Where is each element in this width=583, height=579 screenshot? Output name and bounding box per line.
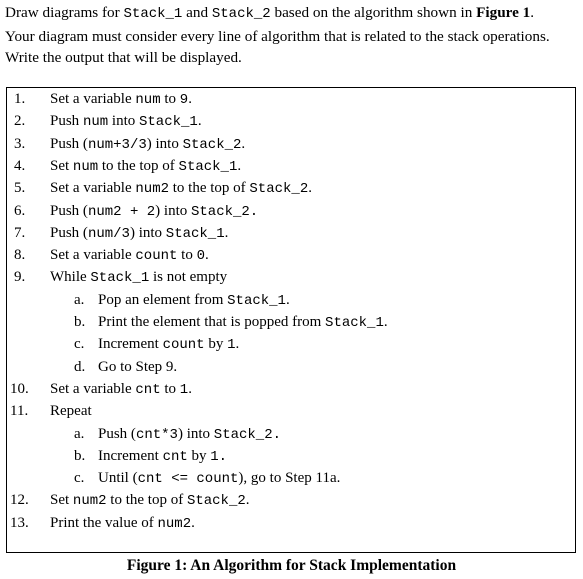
code-token: cnt*3 xyxy=(135,426,178,443)
instructions xyxy=(5,2,579,69)
step-number: b. xyxy=(74,447,86,464)
code-token: num2 xyxy=(135,181,169,198)
code-token: Stack_2 xyxy=(186,493,246,510)
step-text-part: ) into xyxy=(177,425,214,442)
step-text-part: Go to Step 9. xyxy=(98,358,178,375)
code-token: Stack_1 xyxy=(178,158,238,175)
step-text-part: Set a variable xyxy=(50,91,136,107)
step-text-part: Push ( xyxy=(50,135,88,152)
step-text xyxy=(50,401,92,421)
step-number: 13. xyxy=(10,514,29,531)
step-text xyxy=(98,446,227,467)
code-token: num2 + 2 xyxy=(87,203,156,220)
step-text-part: to the top of xyxy=(106,492,187,509)
step-number: 1. xyxy=(14,91,26,107)
step-text-part: by xyxy=(187,447,211,464)
code-token: Stack_2 xyxy=(249,181,309,198)
step-text xyxy=(98,424,281,445)
step-text-part: Set xyxy=(50,492,73,509)
step-text-part: ) into xyxy=(155,202,191,219)
code-token: 1. xyxy=(210,448,228,465)
step-text-part: . xyxy=(191,514,195,531)
step-number: a. xyxy=(74,425,85,442)
code-token: cnt xyxy=(135,381,161,398)
step-text xyxy=(50,111,202,132)
step-text-part: . xyxy=(204,247,209,264)
step-text-part: While xyxy=(50,269,91,286)
step-text-part: to the top of xyxy=(98,157,179,174)
code-token: Stack_1 xyxy=(325,315,384,331)
code-token: Stack_2. xyxy=(213,426,282,443)
step-text-part: Repeat xyxy=(50,403,92,420)
step-text-part: Set a variable xyxy=(50,180,136,197)
step-text xyxy=(98,468,340,489)
step-text xyxy=(50,156,241,177)
step-text-part: Until ( xyxy=(98,470,138,487)
step-text xyxy=(98,312,388,333)
step-text-part: Push ( xyxy=(50,202,88,219)
step-text xyxy=(50,201,258,222)
step-text-part: by xyxy=(204,336,228,353)
algorithm-box xyxy=(6,87,576,553)
code-token: 0 xyxy=(196,248,205,265)
instruction-line-3: Write the output that will be displayed. xyxy=(5,49,242,66)
code-token: 9 xyxy=(179,92,189,108)
instruction-line-1 xyxy=(5,2,579,26)
code-token: count xyxy=(162,337,205,354)
step-number: 3. xyxy=(14,135,26,152)
instruction-text: and xyxy=(182,4,212,21)
code-token: Stack_2 xyxy=(182,136,242,153)
step-text-part: Set xyxy=(50,157,73,174)
code-token: Stack_1 xyxy=(139,114,198,131)
step-number: 5. xyxy=(14,180,26,197)
instruction-text: . xyxy=(530,4,535,21)
step-text-part: . xyxy=(308,180,312,197)
code-token: cnt xyxy=(162,448,188,465)
code-token: Stack_2. xyxy=(191,203,259,220)
step-text-part: . xyxy=(241,135,246,152)
step-text xyxy=(50,134,245,155)
step-number: c. xyxy=(74,470,85,487)
step-number: 11. xyxy=(10,403,29,420)
figure-reference: Figure 1 xyxy=(476,4,531,21)
step-text-part: . xyxy=(383,314,388,330)
instruction-text: Draw diagrams for xyxy=(5,4,124,21)
step-text-part: Increment xyxy=(98,447,163,464)
step-text-part: Increment xyxy=(98,336,163,353)
step-text-part: ) into xyxy=(129,224,166,241)
step-text-part: ) into xyxy=(146,135,183,152)
step-text-part: ), go to Step 11a. xyxy=(238,470,341,487)
step-text xyxy=(50,245,209,266)
step-text-part: Set a variable xyxy=(50,247,136,264)
code-stack-1: Stack_1 xyxy=(123,6,183,22)
step-text-part: Print the element that is popped from xyxy=(98,314,326,330)
instruction-line-2: Your diagram must consider every line of algorithm that is related to the stack operations. xyxy=(5,27,550,45)
step-number: c. xyxy=(74,336,85,353)
step-text-part: into xyxy=(108,113,139,130)
step-text-part: Pop an element from xyxy=(98,291,228,308)
step-text xyxy=(50,513,195,534)
step-number: 2. xyxy=(14,113,26,130)
figure-caption: Figure 1: An Algorithm for Stack Implementation xyxy=(126,557,457,574)
step-text-part: . xyxy=(224,224,229,241)
step-number: d. xyxy=(74,358,86,375)
code-token: num xyxy=(82,114,109,131)
step-number: 9. xyxy=(14,269,26,286)
step-text-part: to xyxy=(160,91,180,107)
code-token: Stack_1 xyxy=(227,292,286,309)
code-token: cnt <= count xyxy=(137,471,239,488)
code-token: Stack_1 xyxy=(90,270,150,287)
step-text-part: Push xyxy=(50,113,83,130)
step-number: 6. xyxy=(14,202,26,219)
step-text-part: Push ( xyxy=(50,224,88,241)
step-text xyxy=(50,178,312,199)
code-stack-2: Stack_2 xyxy=(211,6,271,22)
step-text-part: to xyxy=(160,380,180,397)
step-text xyxy=(50,223,228,244)
code-token: Stack_1 xyxy=(165,225,225,242)
step-text-part: . xyxy=(188,380,192,397)
step-number: 4. xyxy=(14,157,26,174)
step-text-part: to the top of xyxy=(169,180,250,197)
step-text xyxy=(98,334,239,355)
step-text xyxy=(50,490,250,511)
step-number: 12. xyxy=(10,492,29,509)
step-number: b. xyxy=(74,314,86,330)
step-text-part: Set a variable xyxy=(50,380,136,397)
code-token: num xyxy=(72,158,99,175)
code-token: num/3 xyxy=(87,225,130,242)
step-text xyxy=(98,357,177,377)
step-text-part: . xyxy=(245,492,250,509)
step-number: 10. xyxy=(10,380,29,397)
step-text-part: is not empty xyxy=(149,269,228,286)
step-text xyxy=(98,290,290,311)
step-text-part: . xyxy=(237,157,242,174)
step-text-part: . xyxy=(188,91,192,107)
step-text-part: . xyxy=(285,291,290,308)
code-token: count xyxy=(135,248,178,265)
code-token: 1 xyxy=(227,337,236,354)
instruction-text: based on the algorithm shown in xyxy=(270,4,477,21)
code-token: num xyxy=(135,92,161,108)
code-token: 1 xyxy=(179,381,189,398)
step-text xyxy=(50,267,227,288)
step-text-part: Push ( xyxy=(98,425,136,442)
code-token: num2 xyxy=(72,493,107,510)
step-number: 7. xyxy=(14,224,26,241)
step-number: a. xyxy=(74,291,85,308)
step-text-part: to xyxy=(177,247,197,264)
step-text-part: Print the value of xyxy=(50,514,158,531)
step-number: 8. xyxy=(14,247,26,264)
code-token: num2 xyxy=(157,515,192,532)
code-token: num+3/3 xyxy=(87,136,147,153)
step-text xyxy=(50,379,192,400)
step-text xyxy=(50,89,192,110)
step-text-part: . xyxy=(197,113,202,130)
step-text-part: . xyxy=(235,336,240,353)
